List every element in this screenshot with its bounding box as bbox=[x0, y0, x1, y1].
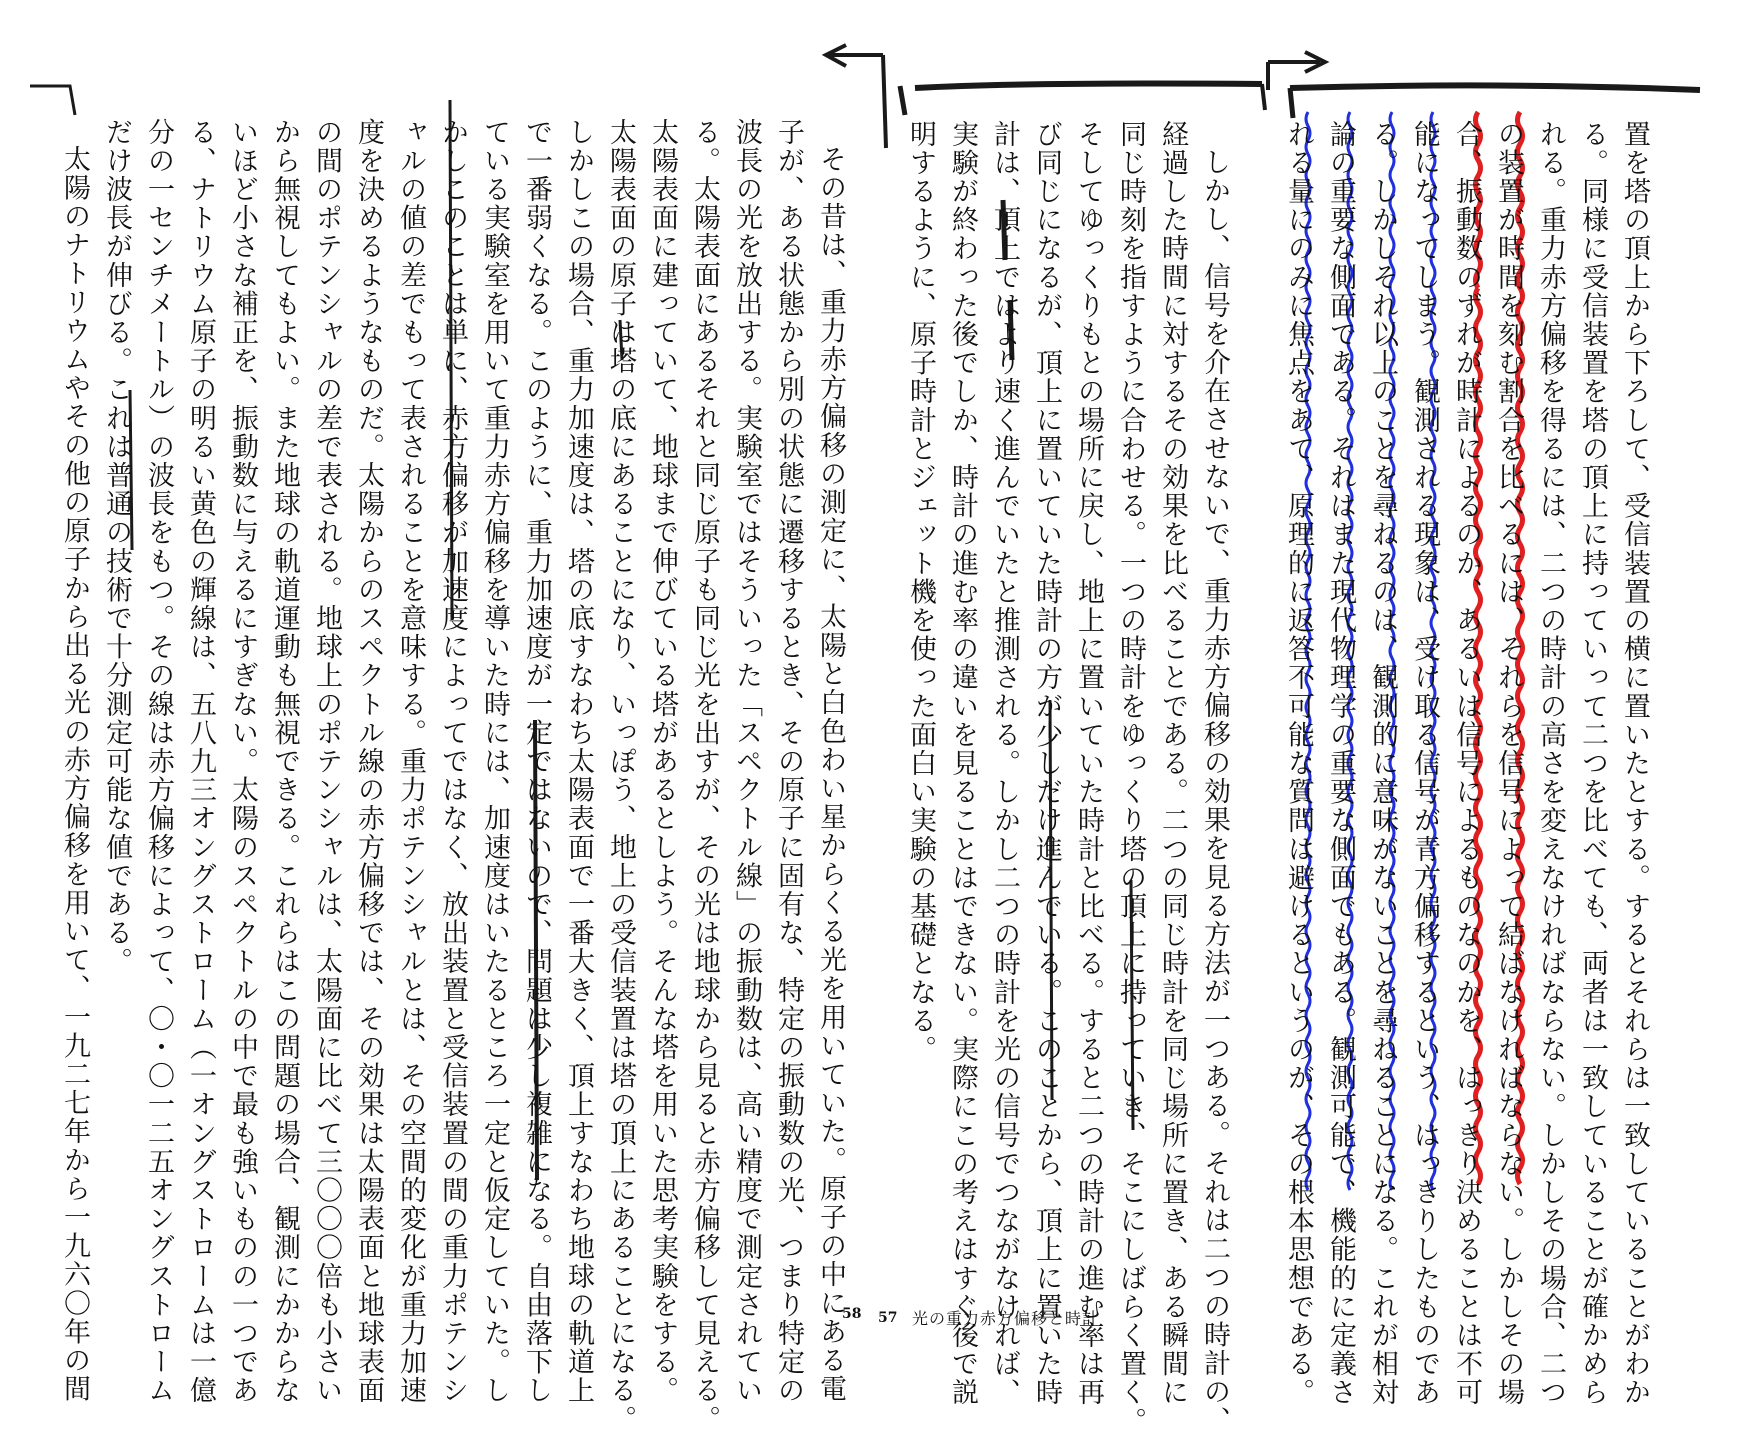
body-text-line: 子が、ある状態から別の状態に遷移するとき、その原子に固有な、特定の振動数の光、つまり特定の bbox=[773, 118, 804, 1405]
body-text-line: で一番弱くなる。このように、重力加速度が一定ではないので、問題は少し複雑になる。自由落下し bbox=[521, 118, 552, 1405]
body-text-line: 実験が終わった後でしか、時計の進む率の違いを見ることはできない。実際にこの考えはすぐ後で説 bbox=[947, 120, 978, 1407]
body-text-line: ている実験室を用いて重力赤方偏移を導いた時には、加速度はいたるところ一定と仮定していた。し bbox=[479, 118, 510, 1405]
body-text-line: だけ波長が伸びる。これは普通の技術で十分測定可能な値である。 bbox=[101, 118, 132, 976]
body-text-line: しかし、信号を介在させないで、重力赤方偏移の効果を見る方法が一つある。それは二つの時計の、 bbox=[1199, 148, 1230, 1435]
page-number-right: 57 bbox=[878, 1310, 898, 1326]
body-text-line: いほど小さな補正を、振動数に与えるにすぎない。太陽のスペクトルの中で最も強いものの一つであ bbox=[227, 118, 258, 1405]
running-head: 光の重力赤方偏移と時計 bbox=[912, 1309, 1100, 1328]
body-text-line: の間のポテンシャルの差で表される。地球上のポテンシャルは、太陽面に比べて三〇〇〇倍も小さい bbox=[311, 118, 342, 1405]
body-text-line: しかしこの場合、重力加速度は、塔の底すなわち太陽表面で一番大きく、頂上すなわち地球の軌道上 bbox=[563, 118, 594, 1405]
body-text-line: れる。重力赤方偏移を得るには、二つの時計の高さを変えなければならない。しかしその場合、二つ bbox=[1535, 120, 1566, 1407]
body-text-line: 置を塔の頂上から下ろして、受信装置の横に置いたとする。するとそれらは一致していることがわか bbox=[1619, 120, 1650, 1407]
body-text-line: る。しかしそれ以上のことを尋ねるのは、観測的に意味がないことを尋ねることになる。これが相対 bbox=[1367, 120, 1398, 1407]
body-text-line: その昔は、重力赤方偏移の測定に、太陽と白色わい星からくる光を用いていた。原子の中にある電 bbox=[815, 145, 846, 1404]
body-text-line: れる量にのみに焦点をあて、原理的に返答不可能な質問は避けるというのが、その根本思想である。 bbox=[1283, 120, 1314, 1407]
body-text-line: 経過した時間に対するその効果を比べることである。二つの同じ時計を同じ場所に置き、ある瞬間に bbox=[1157, 120, 1188, 1407]
body-text-line: ャルの値の差でもって表されることを意味する。重力ポテンシャルとは、その空間的変化が重力加速 bbox=[395, 118, 426, 1405]
body-text-line: 太陽表面に建っていて、地球まで伸びている塔があるとしよう。そんな塔を用いた思考実験をする。 bbox=[647, 118, 678, 1405]
body-text-line: る、ナトリウム原子の明るい黄色の輝線は、五八九三オングストローム（一オングストロームは一億 bbox=[185, 118, 216, 1405]
body-text-line: 能になってしまう。観測される現象は、受け取る信号が青方偏移するという、はっきりしたものであ bbox=[1409, 120, 1440, 1407]
body-text-line: 明するように、原子時計とジェット機を使った面白い実験の基礎となる。 bbox=[905, 120, 936, 1064]
page-number-left: 58 bbox=[842, 1306, 862, 1322]
body-text-line: 波長の光を放出する。実験室ではそういった「スペクトル線」の振動数は、高い精度で測定されてい bbox=[731, 118, 762, 1405]
body-text-line: 合、振動数のずれが時計によるのか、あるいは信号によるものなのかを、はっきり決めることは不可 bbox=[1451, 120, 1482, 1407]
body-text-line: び同じになるが、頂上に置いていた時計の方が少しだけ進んでいる。このことから、頂上に置いた時 bbox=[1031, 120, 1062, 1407]
body-text-line: 計は、頂上ではより速く進んでいたと推測される。しかし二つの時計を光の信号でつながなければ、 bbox=[989, 120, 1020, 1407]
body-text-line: る。太陽表面にあるそれと同じ原子も同じ光を出すが、その光は地球から見ると赤方偏移して見える。 bbox=[689, 118, 720, 1434]
body-text-line: る。同様に受信装置を塔の頂上に持っていって二つを比べても、両者は一致していることが確かめら bbox=[1577, 120, 1608, 1407]
body-text-line: そしてゆっくりもとの場所に戻し、地上に置いていた時計と比べる。すると二つの時計の進む率は再 bbox=[1073, 120, 1104, 1407]
body-text-line: 同じ時刻を指すように合わせる。一つの時計をゆっくり塔の頂上に持っていき、そこにしばらく置く。 bbox=[1115, 120, 1146, 1436]
body-text-line: から無視してもよい。また地球の軌道運動も無視できる。これらはこの問題の場合、観測にかからな bbox=[269, 118, 300, 1405]
body-text-line: の装置が時間を刻む割合を比べるには、それらを信号によって結ばなければならない。しかしその場 bbox=[1493, 120, 1524, 1407]
body-text-line: かしこのことは単に、赤方偏移が加速度によってではなく、放出装置と受信装置の間の重力ポテンシ bbox=[437, 118, 468, 1405]
body-text-line: 太陽のナトリウムやその他の原子から出る光の赤方偏移を用いて、一九二七年から一九六〇年の間 bbox=[59, 145, 90, 1404]
body-text-line: 太陽表面の原子は塔の底にあることになり、いっぽう、地上の受信装置は塔の頂上にあることになる。 bbox=[605, 118, 636, 1434]
body-text-line: 論の重要な側面である。それはまた現代物理学の重要な側面でもある。観測可能で、機能的に定義さ bbox=[1325, 120, 1356, 1407]
body-text-line: 分の一センチメートル）の波長をもつ。その線は赤方偏移によって、〇・〇一二五オングストローム bbox=[143, 118, 174, 1405]
body-text-line: 度を決めるようなものだ。太陽からのスペクトル線の赤方偏移では、その効果は太陽表面と地球表面 bbox=[353, 118, 384, 1405]
